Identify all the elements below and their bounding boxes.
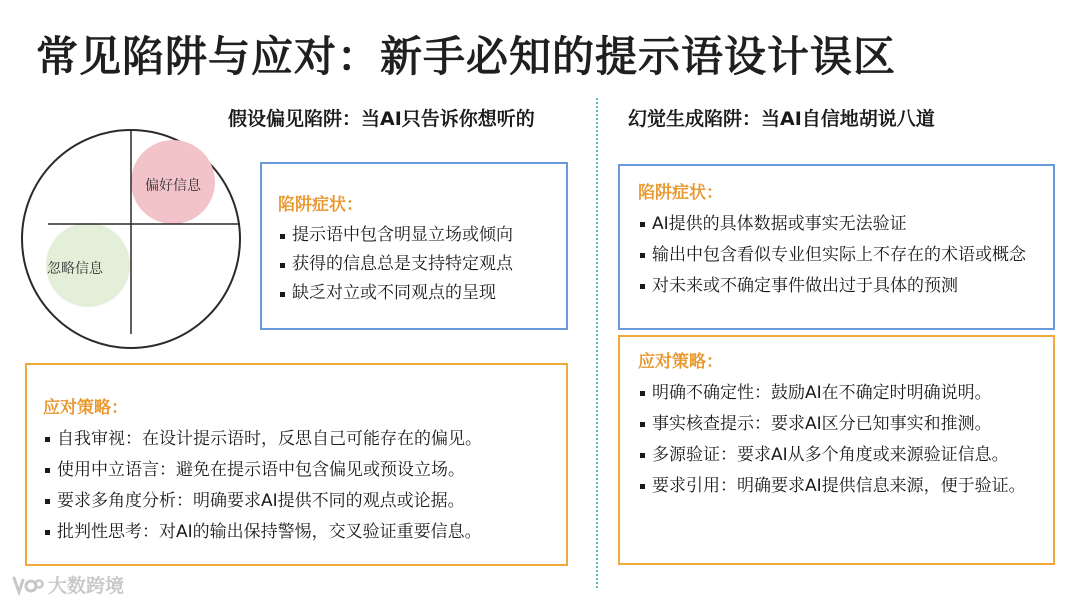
watermark-logo xyxy=(10,571,124,598)
list-item: 输出中包含看似专业但实际上不存在的术语或概念 xyxy=(638,240,1053,271)
bias-strategy-list xyxy=(43,424,566,548)
list-item: 多源验证：要求AI从多个角度或来源验证信息。 xyxy=(638,440,1053,471)
section-divider xyxy=(596,98,598,588)
hallucination-strategy-list xyxy=(638,378,1053,502)
preferred-info-label: 偏好信息 xyxy=(145,178,201,194)
quadrant-svg xyxy=(20,128,242,350)
hallucination-symptoms-title: 陷阱症状： xyxy=(638,183,723,203)
bias-symptoms-list xyxy=(278,221,566,308)
left-section-heading: 假设偏见陷阱：当AI只告诉你想听的 xyxy=(228,108,535,130)
list-item: 提示语中包含明显立场或倾向 xyxy=(278,221,566,250)
list-item: 缺乏对立或不同观点的呈现 xyxy=(278,279,566,308)
hallucination-symptoms-list xyxy=(638,209,1053,302)
list-item: 对未来或不确定事件做出过于具体的预测 xyxy=(638,271,1053,302)
list-item: 要求多角度分析：明确要求AI提供不同的观点或论据。 xyxy=(43,486,566,517)
list-item: 自我审视：在设计提示语时，反思自己可能存在的偏见。 xyxy=(43,424,566,455)
list-item: 要求引用：明确要求AI提供信息来源，便于验证。 xyxy=(638,471,1053,502)
logo-icon xyxy=(10,574,44,596)
bias-strategy-title: 应对策略： xyxy=(43,398,128,418)
list-item: 明确不确定性：鼓励AI在不确定时明确说明。 xyxy=(638,378,1053,409)
bias-symptoms-title: 陷阱症状： xyxy=(278,195,363,215)
list-item: AI提供的具体数据或事实无法验证 xyxy=(638,209,1053,240)
list-item: 获得的信息总是支持特定观点 xyxy=(278,250,566,279)
list-item: 使用中立语言：避免在提示语中包含偏见或预设立场。 xyxy=(43,455,566,486)
ignored-info-label: 忽略信息 xyxy=(47,261,103,277)
bias-quadrant-diagram xyxy=(20,128,242,350)
hallucination-strategy-title: 应对策略： xyxy=(638,352,723,372)
logo-text: 大数跨境 xyxy=(48,575,125,597)
right-section-heading: 幻觉生成陷阱：当AI自信地胡说八道 xyxy=(628,108,935,130)
bias-strategy-box xyxy=(25,363,568,566)
list-item: 事实核查提示：要求AI区分已知事实和推测。 xyxy=(638,409,1053,440)
bias-symptoms-box xyxy=(260,162,568,330)
hallucination-symptoms-box xyxy=(618,164,1055,330)
hallucination-strategy-box xyxy=(618,335,1055,565)
list-item: 批判性思考：对AI的输出保持警惕，交叉验证重要信息。 xyxy=(43,517,566,548)
page-title: 常见陷阱与应对：新手必知的提示语设计误区 xyxy=(36,32,897,81)
